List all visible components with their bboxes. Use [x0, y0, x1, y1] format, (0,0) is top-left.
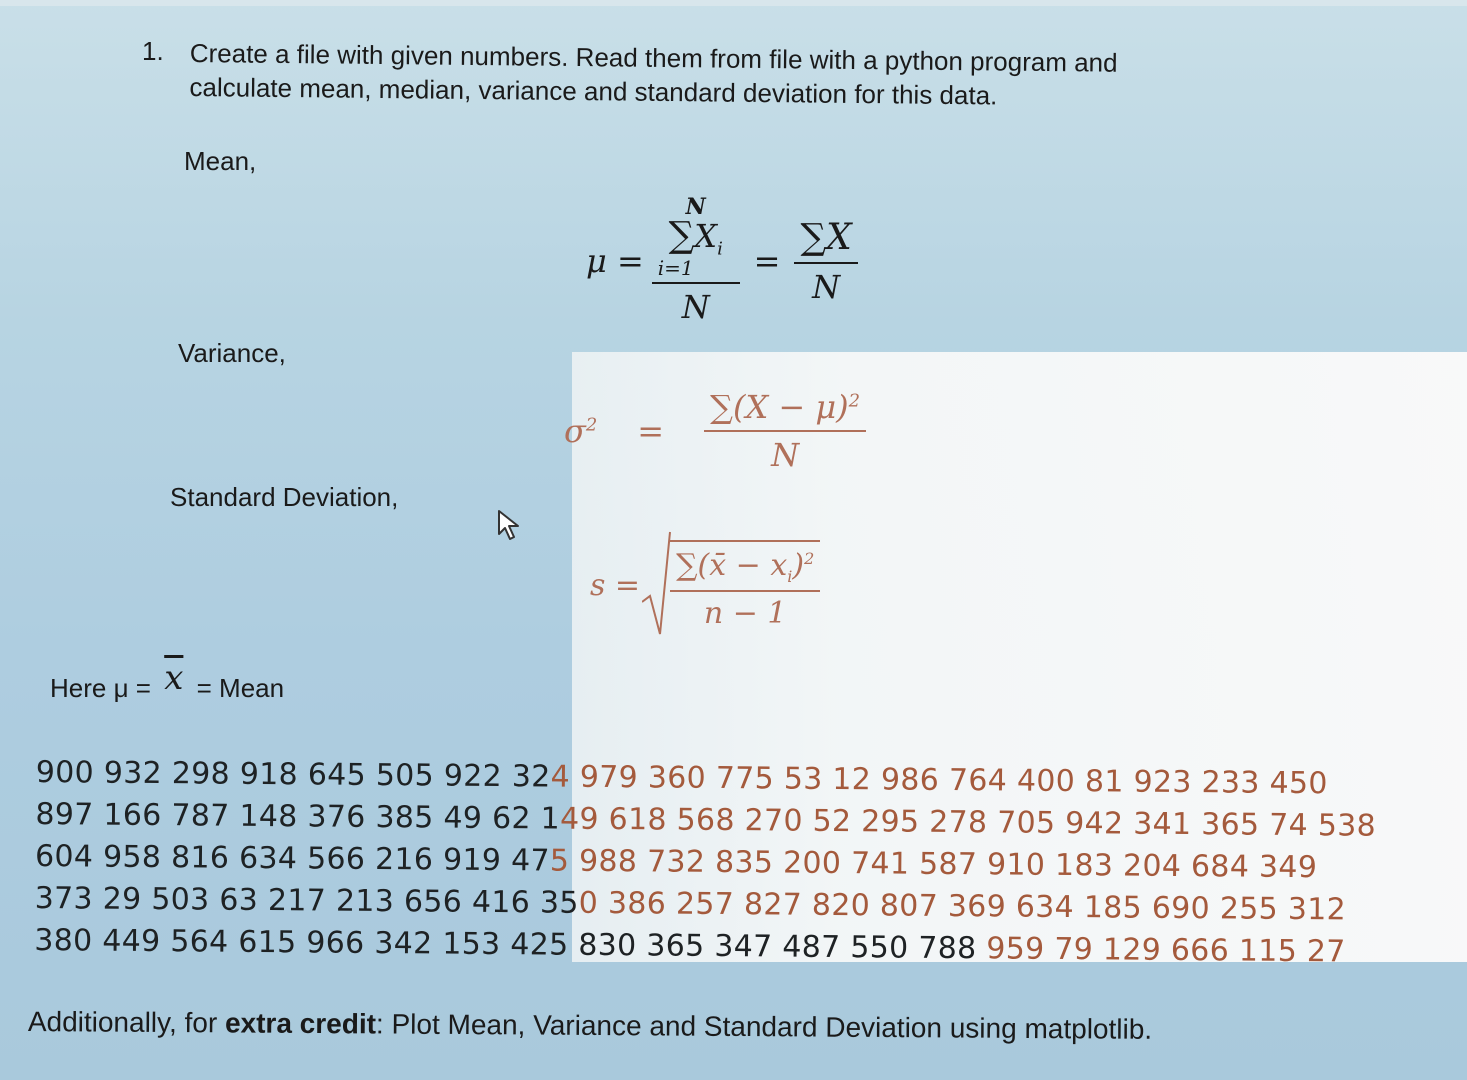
xbar-symbol: $\overline{x}$: [164, 658, 184, 698]
variance-lhs: $\sigma^2$: [564, 412, 598, 450]
mean-denominator-2: N: [812, 267, 841, 306]
here-note: [50, 658, 285, 706]
sum-symbol: ∑: [668, 215, 695, 256]
numbers-line-4: 373 29 503 63 217 213 656 416 350 386 257 827 820 807 369 634 185 690 255 312: [34, 880, 1347, 928]
data-numbers: [34, 752, 1436, 974]
std-dev-numerator: ∑(x̄ − $x_i)^2$: [670, 548, 820, 592]
std-dev-lhs: s =: [590, 567, 641, 603]
numbers-line-1: 900 932 298 918 645 505 922 324 979 360 775 53 12 986 764 400 81 923 233 450: [35, 754, 1328, 802]
here-suffix: = Mean: [196, 673, 285, 703]
variance-equals: =: [637, 412, 665, 450]
question-line-1: Create a file with given numbers. Read them from file with a python program and: [189, 37, 1118, 78]
sum-lower-limit: i=1: [657, 256, 694, 281]
variance-fraction: [704, 388, 866, 474]
std-dev-label: Standard Deviation,: [170, 482, 399, 512]
here-prefix: Here μ =: [50, 673, 151, 703]
question-line-2: calculate mean, median, variance and standard deviation for this data.: [189, 71, 998, 111]
mean-label: Mean,: [184, 146, 257, 176]
variance-numerator: $\sum(X - \mu)^2$: [704, 388, 866, 432]
mean-formula: [586, 196, 858, 326]
sqrt-radical: [642, 530, 670, 640]
mean-fraction-2: [794, 217, 857, 306]
variance-label: Variance,: [178, 338, 286, 368]
variance-formula: [564, 388, 866, 474]
numbers-line-5: 380 449 564 615 966 342 153 425 830 365 347 487 550 788 959 79 129 666 115 27: [34, 922, 1346, 970]
std-dev-formula: [590, 530, 820, 640]
question-number: 1.: [142, 36, 164, 66]
sum-upper-limit: N: [685, 194, 706, 220]
mean-denominator-1: N: [681, 288, 710, 327]
mean-equals: =: [753, 242, 781, 281]
top-edge: [0, 0, 1467, 6]
numbers-line-3: 604 958 816 634 566 216 919 475 988 732 835 200 741 587 910 183 204 684 349: [34, 838, 1318, 886]
std-dev-denominator: n − 1: [703, 595, 787, 631]
sum-term-sub: i: [717, 238, 723, 260]
mean-numerator-2: ∑X: [794, 217, 857, 264]
mouse-cursor-icon: [496, 508, 526, 549]
question-text: [189, 36, 1290, 116]
variance-denominator: N: [771, 436, 800, 474]
numbers-line-2: 897 166 787 148 376 385 49 62 149 618 568 270 52 295 278 705 942 341 365 74 538: [35, 796, 1377, 844]
extra-credit-bold: extra credit: [224, 1007, 377, 1040]
mean-lhs: μ =: [586, 242, 644, 281]
extra-credit-note: Additionally, for extra credit: Plot Mean, Variance and Standard Deviation using matplotlib.: [27, 1006, 1153, 1045]
std-dev-fraction: [670, 540, 820, 631]
mean-fraction-1: [652, 196, 740, 326]
sum-term: X: [694, 217, 718, 255]
